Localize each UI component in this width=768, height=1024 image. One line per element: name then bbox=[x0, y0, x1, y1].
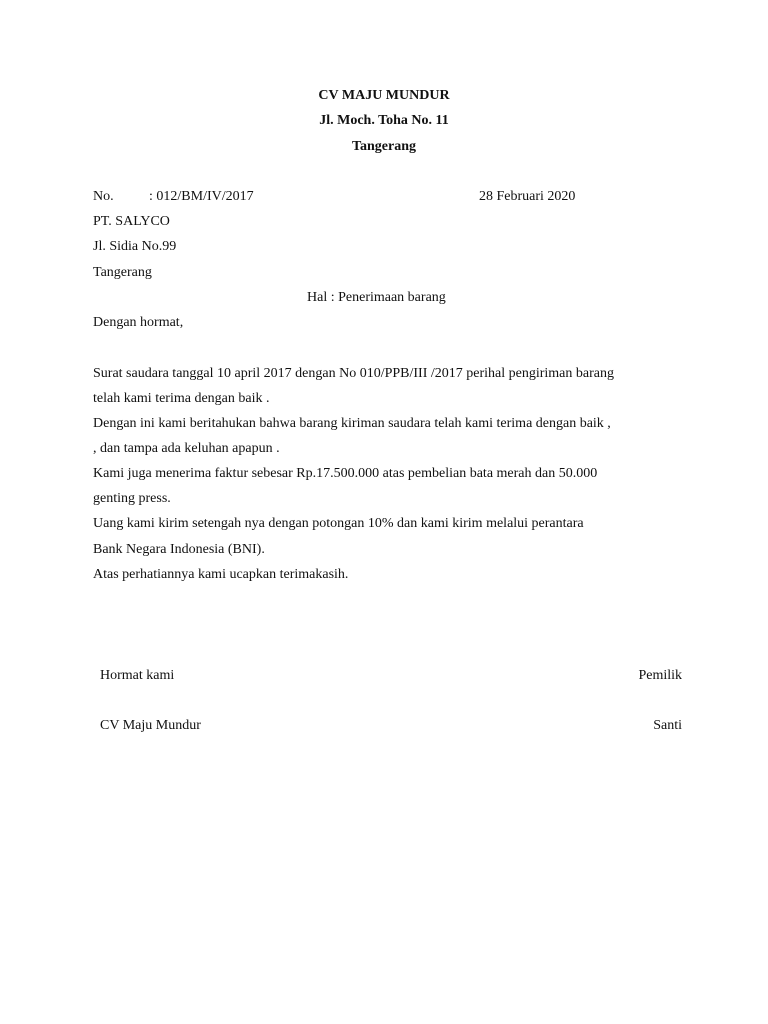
body-line: genting press. bbox=[93, 491, 171, 506]
recipient-name: PT. SALYCO bbox=[93, 214, 170, 229]
body-line: , dan tampa ada keluhan apapun . bbox=[93, 441, 280, 456]
greeting: Dengan hormat, bbox=[93, 315, 184, 330]
signature-left-name: CV Maju Mundur bbox=[100, 718, 201, 733]
body-line: telah kami terima dengan baik . bbox=[93, 391, 270, 406]
company-city: Tangerang bbox=[351, 139, 417, 154]
signature-right-name: Santi bbox=[653, 718, 682, 733]
letter-number-label: No. bbox=[93, 189, 114, 204]
letter-number-value: : 012/BM/IV/2017 bbox=[149, 189, 254, 204]
company-name: CV MAJU MUNDUR bbox=[318, 88, 450, 103]
letter-subject: Hal : Penerimaan barang bbox=[307, 290, 446, 305]
body-line: Atas perhatiannya kami ucapkan terimakasih. bbox=[93, 567, 349, 582]
company-address: Jl. Moch. Toha No. 11 bbox=[319, 113, 449, 128]
signature-left-title: Hormat kami bbox=[100, 668, 175, 683]
body-line: Surat saudara tanggal 10 april 2017 dengan No 010/PPB/III /2017 perihal pengiriman barang bbox=[93, 366, 614, 381]
body-line: Dengan ini kami beritahukan bahwa barang kiriman saudara telah kami terima dengan baik , bbox=[93, 416, 611, 431]
recipient-address: Jl. Sidia No.99 bbox=[93, 239, 177, 254]
recipient-city: Tangerang bbox=[93, 265, 152, 280]
body-line: Uang kami kirim setengah nya dengan potongan 10% dan kami kirim melalui perantara bbox=[93, 516, 584, 531]
body-line: Kami juga menerima faktur sebesar Rp.17.500.000 atas pembelian bata merah dan 50.000 bbox=[93, 466, 598, 481]
letter-date: 28 Februari 2020 bbox=[479, 189, 576, 204]
signature-right-title: Pemilik bbox=[638, 668, 682, 683]
body-line: Bank Negara Indonesia (BNI). bbox=[93, 542, 265, 557]
